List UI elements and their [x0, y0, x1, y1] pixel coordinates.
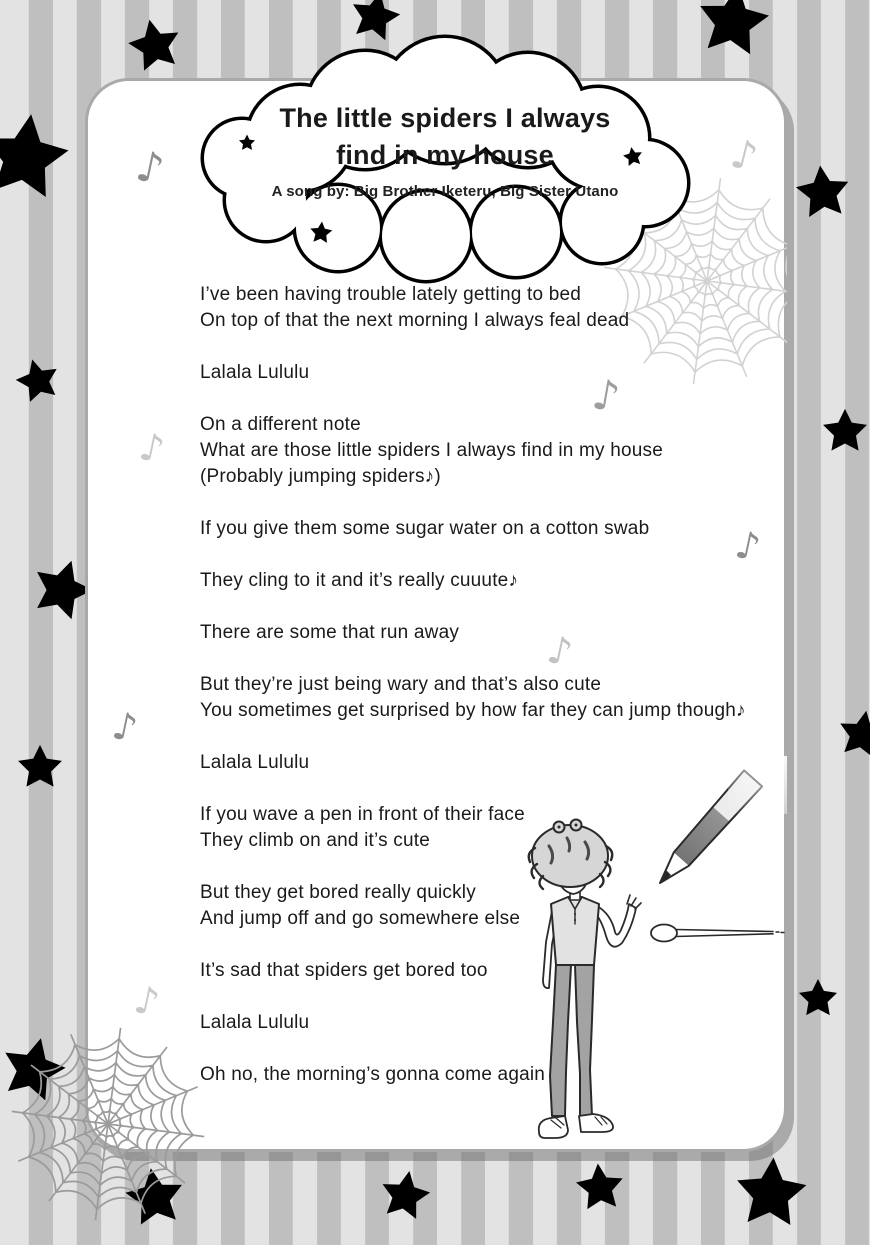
stanza: On a different note What are those little spiders I always find in my house (Probably jumping spiders♪) — [200, 414, 663, 487]
star-icon — [367, 1158, 443, 1234]
spider-web-icon — [0, 1014, 218, 1234]
lyrics — [200, 282, 782, 1114]
boy-with-spider-hat-illustration — [523, 812, 647, 1146]
star-icon — [825, 698, 870, 772]
cotton-swab-icon — [648, 915, 787, 951]
music-note-icon: ♪ — [130, 976, 164, 1026]
star-icon — [2, 345, 73, 416]
music-note-icon: ♪ — [726, 130, 762, 182]
stanza: They cling to it and it’s really cuuute♪ — [200, 570, 519, 591]
stanza: But they get bored really quickly And jump off and go somewhere else — [200, 882, 521, 929]
star-icon — [113, 4, 196, 87]
star-icon — [783, 153, 862, 232]
stanza: Lalala Lululu — [200, 752, 310, 773]
star-icon — [565, 1153, 634, 1222]
stanza: Lalala Lululu — [200, 362, 310, 383]
song-title-line2: find in my house — [336, 140, 554, 170]
music-note-icon: ♪ — [543, 626, 577, 676]
star-icon — [792, 973, 844, 1025]
music-note-icon: ♪ — [588, 369, 624, 422]
music-note-icon: ♪ — [131, 140, 169, 195]
star-icon — [720, 1143, 821, 1244]
stanza: There are some that run away — [200, 622, 460, 643]
stanza: Oh no, the morning’s gonna come again — [200, 1064, 546, 1085]
song-title-line1: The little spiders I always — [279, 103, 611, 133]
stanza: But they’re just being wary and that’s also cute You sometimes get surprised by how far they can jump though♪ — [200, 674, 746, 721]
star-icon — [618, 142, 648, 172]
song-title-block — [215, 100, 675, 200]
music-note-icon: ♪ — [731, 521, 765, 571]
star-icon — [305, 217, 338, 250]
music-note-icon: ♪ — [135, 423, 169, 473]
song-credit: A song by: Big Brother Iketeru, Big Sister Utano — [271, 183, 619, 200]
music-note-icon: ♪ — [108, 702, 142, 752]
star-icon — [236, 132, 258, 154]
star-icon — [10, 738, 70, 798]
stanza: If you wave a pen in front of their face They climb on and it’s cute — [200, 804, 525, 851]
pen-icon — [630, 760, 787, 905]
stanza: Lalala Lululu — [200, 1012, 310, 1033]
star-icon — [815, 402, 870, 462]
stanza: If you give them some sugar water on a cotton swab — [200, 518, 650, 539]
stanza: It’s sad that spiders get bored too — [200, 960, 488, 981]
star-icon — [0, 93, 90, 223]
stanza: I’ve been having trouble lately getting to bed On top of that the next morning I always feal dead — [200, 284, 630, 331]
